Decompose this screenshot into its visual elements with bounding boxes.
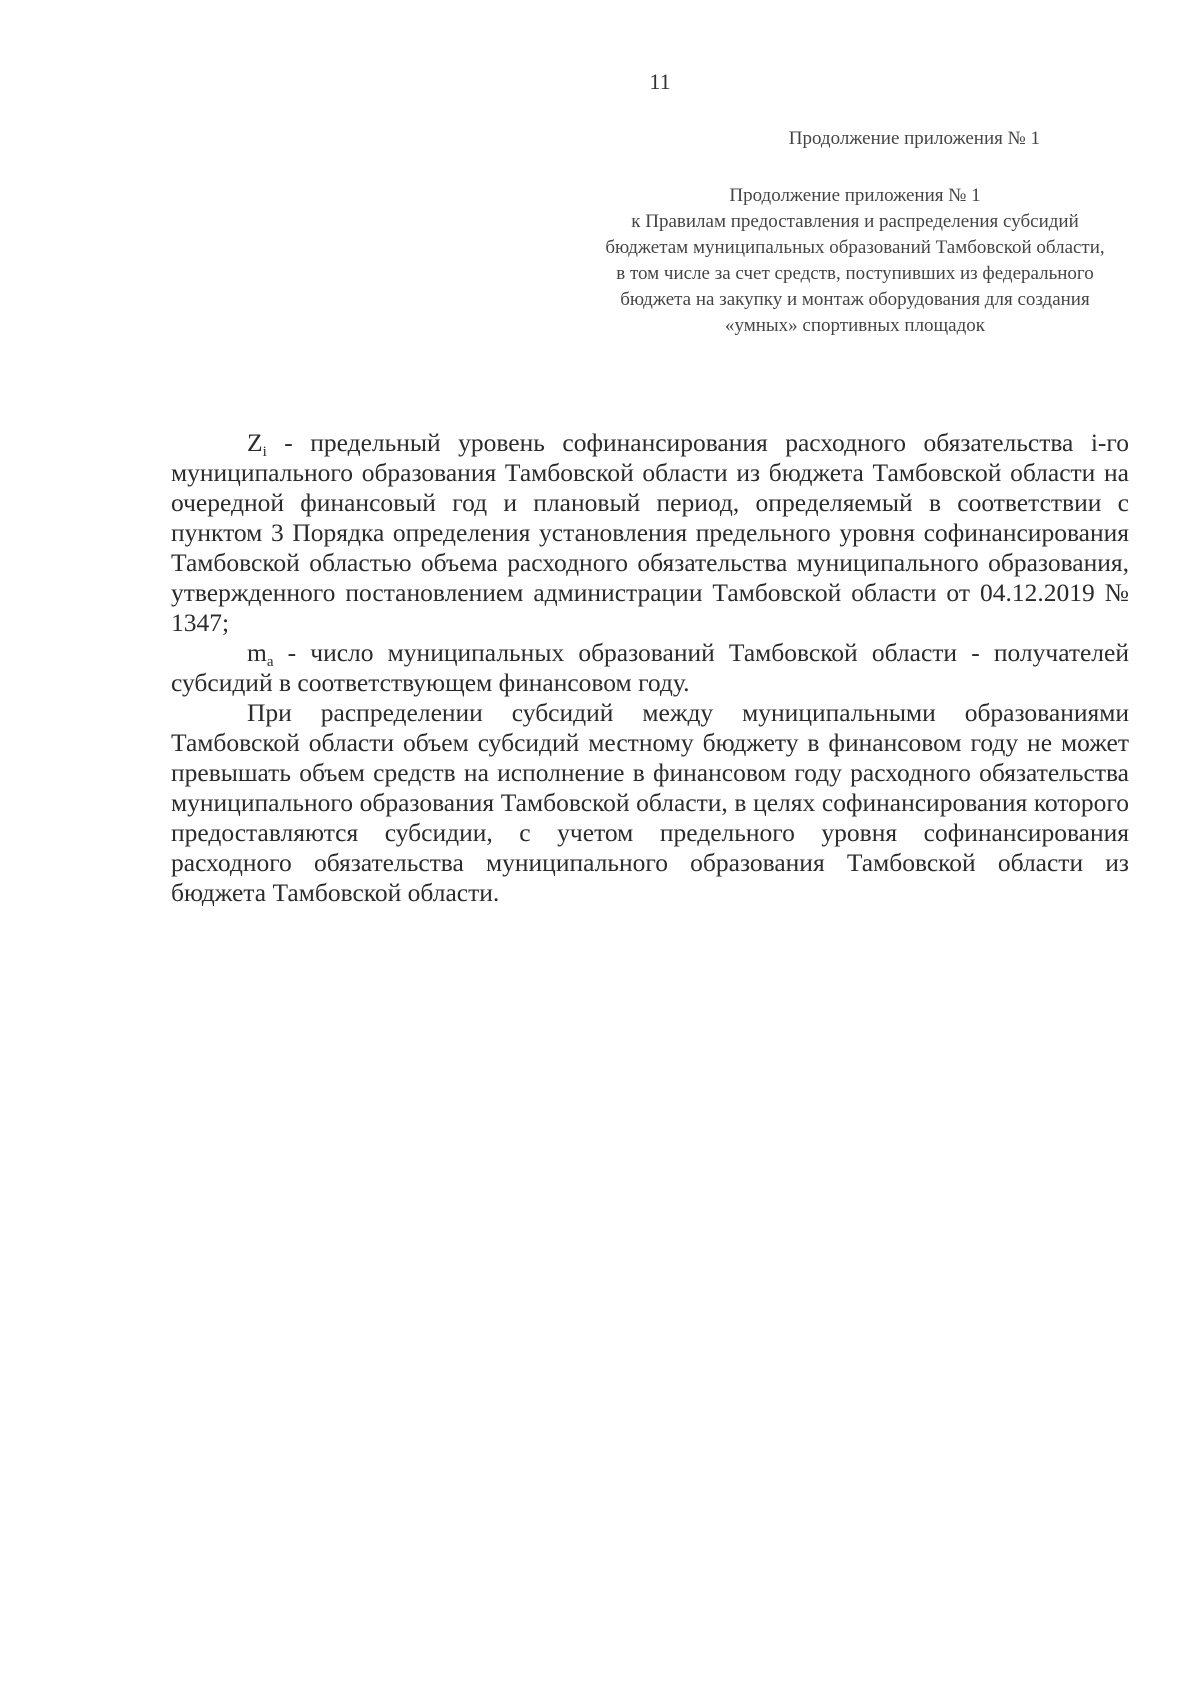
appendix-heading-line: «умных» спортивных площадок: [724, 315, 986, 336]
ma-subscript: a: [266, 654, 274, 670]
ma-symbol: m: [247, 638, 267, 667]
zi-definition-text: - предельный уровень софинансирования расходного обязательства i-го муниципального образования Тамбовской области из бюджета Тамбовской области на очередной финансовый год и плановый период, определяемый в соответствии с пунктом 3 Порядка определения установления предельного уровня софинансирования Тамбовской областью объема расходного обязательства муниципального образования, утвержденного постановлением администрации Тамбовской области от 04.12.2019 № 1347;: [171, 428, 1129, 637]
ma-definition-paragraph: [171, 638, 1129, 698]
page-number: 11: [649, 69, 671, 94]
appendix-heading: [560, 183, 1150, 339]
appendix-heading-line: бюджета на закупку и монтаж оборудования для создания: [620, 289, 1090, 310]
zi-symbol: Z: [247, 428, 263, 457]
appendix-heading-line: к Правилам предоставления и распределения субсидий: [631, 211, 1079, 232]
zi-definition-paragraph: [171, 428, 1129, 638]
distribution-paragraph: При распределении субсидий между муниципальными образованиями Тамбовской области объем субсидий местному бюджету в финансовом году не может превышать объем средств на исполнение в финансовом году расходного обязательства муниципального образования Тамбовской области, в целях софинансирования которого предоставляются субсидии, с учетом предельного уровня софинансирования расходного обязательства муниципального образования Тамбовской области из бюджета Тамбовской области.: [171, 698, 1129, 907]
zi-subscript: i: [262, 444, 267, 460]
appendix-heading-line: бюджетам муниципальных образований Тамбовской области,: [605, 237, 1105, 258]
continuation-label: Продолжение приложения № 1: [788, 128, 1040, 149]
appendix-heading-line: Продолжение приложения № 1: [729, 185, 981, 206]
appendix-heading-line: в том числе за счет средств, поступивших из федерального: [616, 263, 1094, 284]
ma-definition-text: - число муниципальных образований Тамбовской области - получателей субсидий в соответствующем финансовом году.: [171, 638, 1129, 697]
document-body: [171, 428, 1129, 908]
